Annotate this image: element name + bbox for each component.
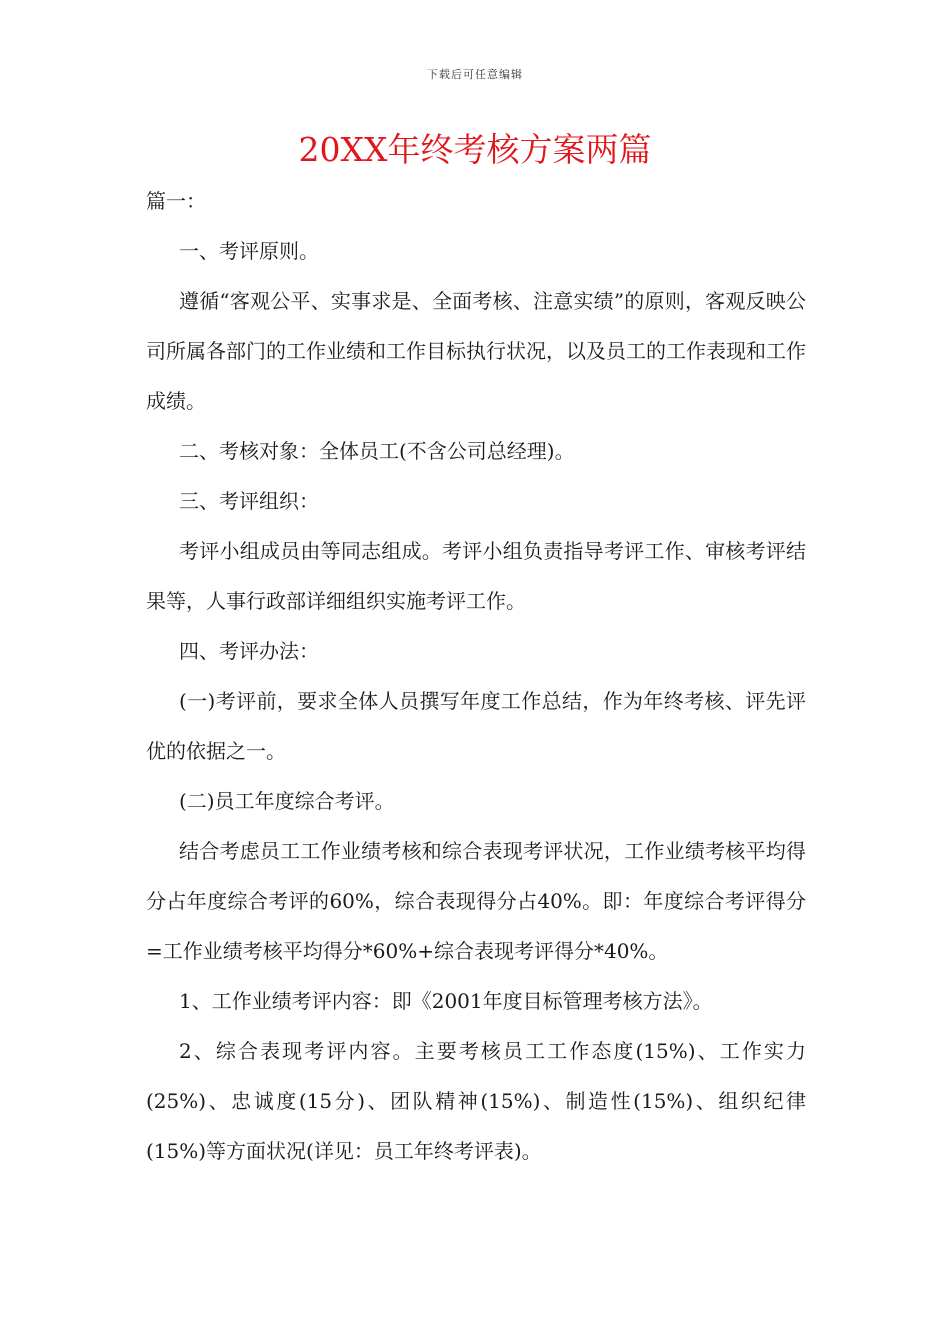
document-body <box>146 176 806 1176</box>
list-item: 1、工作业绩考评内容：即《2001年度目标管理考核方法》。 <box>179 989 713 1013</box>
body-paragraph: 遵循“客观公平、实事求是、全面考核、注意实绩”的原则，客观反映公司所属各部门的工作业绩和工作目标执行状况，以及员工的工作表现和工作成绩。 <box>146 289 806 413</box>
list-item: 2、综合表现考评内容。主要考核员工工作态度(15%)、工作实力(25%)、忠诚度(15分)、团队精神(15%)、制造性(15%)、组织纪律(15%)等方面状况(详见：员工年终考评表)。 <box>146 1039 806 1163</box>
section-heading: 三、考评组织： <box>179 489 319 513</box>
body-paragraph: (一)考评前，要求全体人员撰写年度工作总结，作为年终考核、评先评优的依据之一。 <box>146 689 806 763</box>
body-paragraph: 结合考虑员工工作业绩考核和综合表现考评状况，工作业绩考核平均得分占年度综合考评的60%，综合表现得分占40%。即：年度综合考评得分=工作业绩考核平均得分*60%+综合表现考评得分*40%。 <box>146 839 806 963</box>
section-label: 篇一： <box>146 189 206 213</box>
header-note: 下载后可任意编辑 <box>427 68 523 81</box>
section-heading: 四、考评办法： <box>179 639 319 663</box>
body-paragraph: 考评小组成员由等同志组成。考评小组负责指导考评工作、审核考评结果等，人事行政部详细组织实施考评工作。 <box>146 539 806 613</box>
subsection-heading: (二)员工年度综合考评。 <box>179 789 395 813</box>
section-heading: 二、考核对象：全体员工(不含公司总经理)。 <box>179 439 575 463</box>
document-title: 20XX年终考核方案两篇 <box>298 130 652 169</box>
section-heading: 一、考评原则。 <box>179 239 319 263</box>
